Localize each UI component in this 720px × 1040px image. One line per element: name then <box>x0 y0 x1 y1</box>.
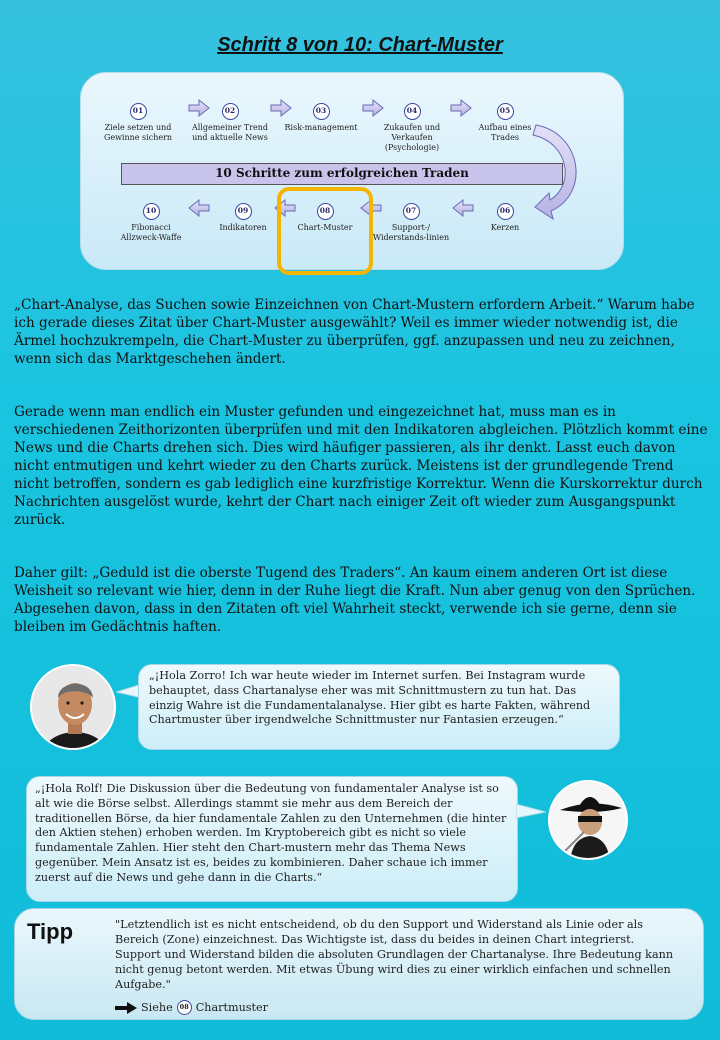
steps-diagram <box>80 72 624 270</box>
step-03: 03 Risk-management <box>281 103 361 133</box>
dialog-bubble-zorro: „¡Hola Rolf! Die Diskussion über die Bedeutung von fundamentaler Analyse ist so alt wie die Börse selbst. Allerdings stammt sie mehr aus dem Bereich der traditionellen Börse, da hier fundamentale Zahlen zu den Unternehmen (die hinter den Aktien stehen) erhoben werden. Im Kryptobereich gibt es nicht so viele fundamentale Zahlen. Hier steht den Chart-mustern mehr das Thema News gegenüber. Mein Ansatz ist es, beides zu kombinieren. Daher schaue ich immer zuerst auf die News und gehe dann in die Charts.“ <box>26 776 518 902</box>
tipp-box <box>14 908 704 1020</box>
bubble-tail-right <box>516 800 546 822</box>
rolf-avatar <box>30 664 116 750</box>
arrow-right-icon <box>115 1002 137 1014</box>
tipp-text: "Letztendlich ist es nicht entscheidend, ob du den Support und Widerstand als Linie oder als Bereich (Zone) einzeichnest. Das Wichtigste ist, dass du beides in deinen Chart integrierst. Support und Widerstand bilden die absoluten Grundlagen der Chartanalyse. Ihre Bedeutung kann nicht genug betont werden. Mit etwas Übung wird dies zu einer wirklich einfachen und schnellen Aufgabe." <box>115 918 674 991</box>
tipp-ref-label: Chartmuster <box>195 1001 269 1014</box>
step-10: 10 Fibonacci Allzweck-Waffe <box>113 203 189 243</box>
tipp-label: Tipp <box>27 919 74 944</box>
step-01: 01 Ziele setzen und Gewinne sichern <box>93 103 183 143</box>
page-title: Schritt 8 von 10: Chart-Muster <box>217 34 503 56</box>
step-06: 06 Kerzen <box>465 203 545 233</box>
paragraph-1: „Chart-Analyse, das Suchen sowie Einzeichnen von Chart-Mustern erfordern Arbeit.“ Warum habe ich gerade dieses Zitat über Chart-Muster ausgewählt? Weil es immer wieder notwendig ist, die Ärmel hochzukrempeln, die Chart-Muster zu überprüfen, ggf. anzupassen und neu zu zeichnen, wenn sich das Marktgeschehen ändert. <box>14 297 695 367</box>
step-08: 08 Chart-Muster <box>287 203 363 233</box>
paragraph-2: Gerade wenn man endlich ein Muster gefunden und eingezeichnet hat, muss man es in verschiedenen Zeithorizonten überprüfen und mit den Indikatoren abgleichen. Plötzlich kommt eine News und die Charts drehen sich. Dies wird häufiger passieren, als ihr denkt. Lasst euch davon nicht entmutigen und kehrt wieder zu den Charts zurück. Meistens ist der grundlegende Trend nicht betroffen, sondern es gab lediglich eine kurzfristige Korrektur. Wenn die Kurskorrektur durch Nachrichten ausgelöst wurde, kehrt der Chart nach einiger Zeit oft wieder zum Ausgangspunkt zurück. <box>14 404 708 528</box>
step-09: 09 Indikatoren <box>205 203 281 233</box>
diagram-banner: 10 Schritte zum erfolgreichen Traden <box>121 163 563 185</box>
tipp-ref-prefix: Siehe <box>141 1001 173 1014</box>
step-07: 07 Support-/ Widerstands-linien <box>371 203 451 243</box>
tipp-ref-num: 08 <box>177 1000 192 1015</box>
step-02: 02 Allgemeiner Trend und aktuelle News <box>185 103 275 143</box>
current-step-highlight <box>277 187 373 275</box>
dialog-bubble-rolf: „¡Hola Zorro! Ich war heute wieder im Internet surfen. Bei Instagram wurde behauptet, dass Chartanalyse eher was mit Schnittmustern zu tun hat. Das einzig Wahre ist die Fundamentalanalyse. Hier gibt es harte Fakten, während Chartmuster über irgendwelche Schnittmuster nur Fantasien erzeugen.“ <box>138 664 620 750</box>
zorro-avatar <box>548 780 628 860</box>
paragraph-3: Daher gilt: „Geduld ist die oberste Tugend des Traders“. An kaum einem anderen Ort ist diese Weisheit so relevant wie hier, denn in der Ruhe liegt die Kraft. Nun aber genug von den Sprüchen. Abgesehen davon, dass in den Zitaten oft viel Wahrheit steckt, verwende ich sie gerne, denn sie bleiben im Gedächtnis haften. <box>14 565 696 635</box>
zorro-icon <box>550 782 628 860</box>
person-icon <box>32 666 116 750</box>
tipp-reference <box>115 1000 268 1015</box>
step-04: 04 Zukaufen und Verkaufen (Psychologie) <box>367 103 457 153</box>
step-05: 05 Aufbau eines Trades <box>465 103 545 143</box>
